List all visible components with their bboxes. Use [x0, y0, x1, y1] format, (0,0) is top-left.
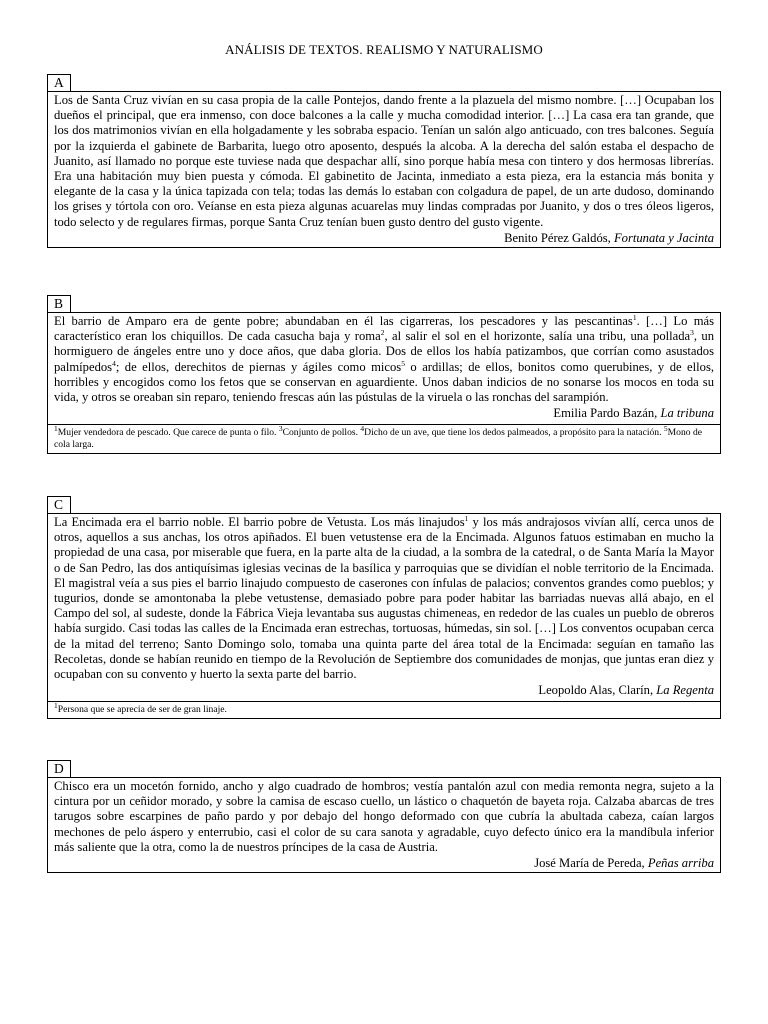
footnote-number: 1 — [54, 424, 58, 434]
section-a-text: Los de Santa Cruz vivían en su casa propia de la calle Pontejos, dando frente a la plazuela del mismo nombre. […] Ocupaban los dueños el principal, que era inmenso, con doce balcones a la calle y mucha comodidad interior. […] La casa era tan grande, que los dos matrimonios vivían en ella holgadamente y les sobraba espacio. Tenían un salón algo anticuado, con tres balcones. Seguía por la izquierda el gabinete de Barbarita, luego otro aposento, después la alcoba. A la derecha del salón estaba el despacho de Juanito, así llamado no porque este tuviese nada que despachar allí, sino porque había mesa con tintero y dos hermosas librerías. Era una habitación muy bien puesta y cómoda. El gabinetito de Jacinta, inmediato a esta pieza, era la estancia más bonita y elegante de la casa y la única tapizada con tela; todas las demás lo estaban con colgadura de papel, de un arte dudoso, dominando los grises y tórtola con oro. Veíanse en esta pieza algunas acuarelas muy lindas compradas por Juanito, y dos o tres óleos ligeros, todo selecto y de regulares firmas, porque Santa Cruz tenían buen gusto dentro del gusto vigente. — [54, 93, 714, 229]
section-b-footnotes — [48, 424, 720, 452]
section-c-work: La Regenta — [656, 683, 714, 698]
footnote-number: 5 — [663, 424, 668, 434]
footnote-number: 4 — [360, 424, 365, 434]
section-a-label: A — [47, 74, 71, 91]
section-c-author: Leopoldo Alas, Clarín, — [538, 683, 654, 698]
section-c-label: C — [47, 496, 71, 513]
section-c-text-part: La Encimada era el barrio noble. El barrio pobre de Vetusta. Los más linajudos — [54, 515, 465, 529]
footnote-marker: 4 — [112, 358, 116, 368]
footnote-marker: 2 — [380, 328, 385, 338]
footnote-marker: 5 — [401, 358, 405, 368]
section-a-work: Fortunata y Jacinta — [613, 230, 714, 245]
footnote-text: Conjunto de pollos. — [282, 427, 361, 439]
section-b-text-part: o ardillas; de ellos, bonitos como querubines, y de ellos, horribles y encogidos como los fetos que se conservan en aguardiente. Unos daban indicios de no sonarse los mocos en toda su vida, y otros se oreaban sin reparo, teniendo frescas aún las pústulas de la viruela o las ronchas del sarampión. — [54, 359, 714, 405]
section-d-label: D — [47, 760, 71, 777]
section-b-author: Emilia Pardo Bazán, — [553, 406, 658, 421]
section-b-text-part: El barrio de Amparo era de gente pobre; abundaban en él las cigarreras, los pescadores y las pescantinas — [54, 314, 633, 328]
section-d-work: Peñas arriba — [647, 856, 714, 871]
section-a-author: Benito Pérez Galdós, — [504, 230, 611, 245]
section-d-author: José María de Pereda, — [534, 856, 645, 871]
section-c-box — [47, 513, 721, 719]
section-c-footnotes — [48, 701, 720, 717]
footnote-number: 1 — [54, 701, 58, 711]
section-b-attribution — [54, 406, 714, 421]
footnote-text: Mono de cola larga. — [54, 427, 703, 451]
section-b-work: La tribuna — [660, 406, 714, 421]
section-b-label: B — [47, 295, 71, 312]
section-b-text-part: , un hormiguero de ángeles entre uno y doce años, que daba gloria. Dos de ellos los había patizambos, que corrían como asustados palmípedos — [54, 329, 715, 374]
footnote-number: 3 — [278, 424, 283, 434]
section-b-text-part: , al salir el sol en el horizonte, salía una tribu, una pollada — [384, 329, 691, 344]
section-a-attribution — [54, 231, 714, 246]
footnote-text: Persona que se aprecia de ser de gran linaje. — [57, 704, 227, 716]
section-c-text-part: y los más andrajosos vivían allí, cerca unos de otros, aquellos a sus anchas, los otros apiñados. El buen vetustense era de la Encimada. Algunos fatuos estimaban en mucho la propiedad de una casa, por miserable que fuera, en la parte alta de la ciudad, a la sombra de la catedral, o de Santa María la Mayor o de San Pedro, las dos antiquísimas iglesias vecinas de la basílica y parroquias que se dividían el noble territorio de la Encimada. El magistral veía a sus pies el barrio linajudo compuesto de caserones con ínfulas de palacios; conventos grandes como pueblos; y tugurios, donde se amontonaba la plebe vetustense, demasiado pobre para poder habitar las barriadas nuevas allá abajo, en el Campo del sol, al sudeste, donde la Fábrica Vieja levantaba sus augustas chimeneas, en rededor de las cuales un pueblo de obreros había surgido. Casi todas las calles de la Encimada eran estrechas, tortuosas, húmedas, sin sol. […] Los conventos ocupaban cerca de la mitad del terreno; Santo Domingo solo, tomaba una quinta parte del área total de la Encimada: seguían en tamaño las Recoletas, donde se habían reunido en tiempo de la Revolución de Septiembre dos comunidades de monjas, que juntas eran diez y ocupaban con su convento y huerto la sexta parte del barrio. — [54, 515, 714, 682]
section-a-box — [47, 91, 721, 248]
section-c-attribution — [54, 683, 714, 698]
section-c-text — [54, 515, 714, 682]
footnote-text: Dicho de un ave, que tiene los dedos palmeados, a propósito para la natación. — [364, 427, 664, 439]
section-b-text-part: . […] Lo más característico eran los chiquillos. De cada casucha baja y roma — [54, 314, 714, 344]
page-title: ANÁLISIS DE TEXTOS. REALISMO Y NATURALISMO — [225, 42, 543, 57]
footnote-text: Mujer vendedora de pescado. Que carece de punta o filo. — [57, 427, 279, 439]
footnote-marker: 3 — [690, 328, 694, 338]
footnote-marker: 1 — [464, 513, 469, 523]
section-d-box — [47, 777, 721, 873]
section-d-text: Chisco era un mocetón fornido, ancho y algo cuadrado de hombros; vestía pantalón azul con media remonta negra, sujeto a la cintura por un ceñidor morado, y sobre la camisa de escaso cuello, un lástico o chaquetón de bayeta roja. Calzaba abarcas de tres tarugos sobre escarpines de paño pardo y por debajo del hongo deformado con que cubría la abultada cabeza, caían largos mechones de pelo áspero y enterrubio, casi el color de su cara sanota y agradable, cuyo defecto único era la mandíbula inferior más saliente que la otra, como la de nuestros príncipes de la casa de Austria. — [54, 779, 714, 854]
section-b-box — [47, 312, 721, 454]
section-b-text-part: ; de ellos, derechitos de piernas y ágiles como micos — [115, 359, 402, 374]
footnote-marker: 1 — [632, 312, 637, 322]
section-d-attribution — [54, 856, 714, 871]
section-b-text — [54, 314, 714, 405]
